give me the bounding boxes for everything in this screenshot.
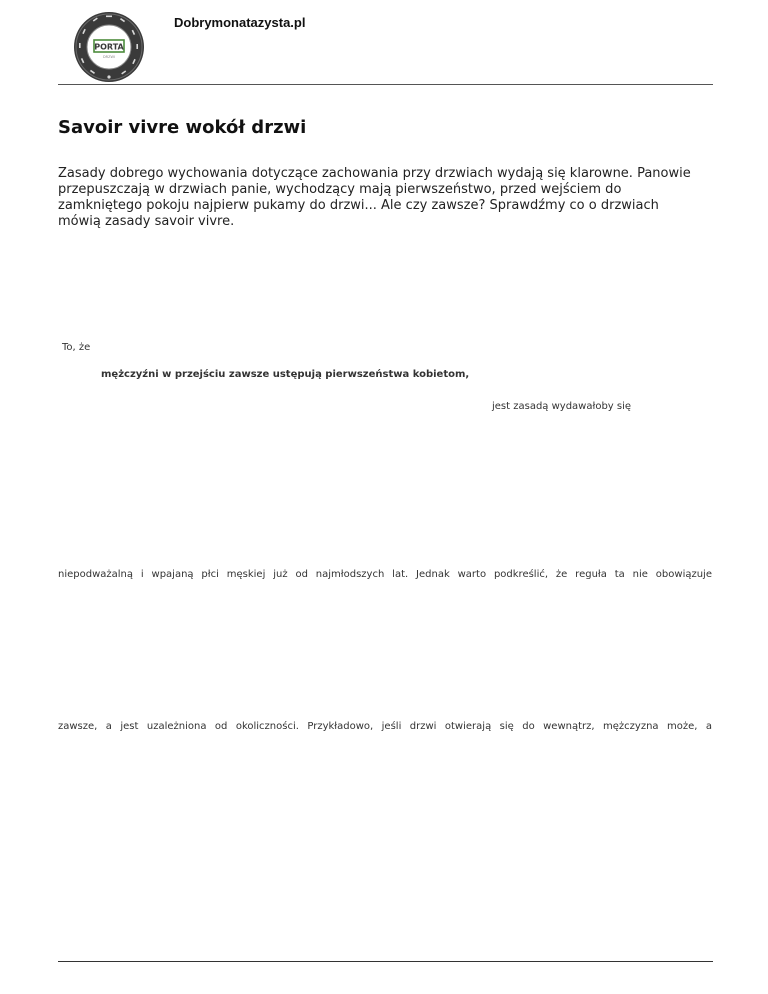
body-line-4: niepodważalną i wpajaną płci męskiej już od najmłodszych lat. Jednak warto podkreślić, że reguła ta nie obowiązuje — [58, 569, 712, 580]
article-title: Savoir vivre wokół drzwi — [58, 117, 307, 138]
body-fragment-1: To, że — [62, 342, 91, 353]
svg-text:PORTA: PORTA — [94, 42, 124, 52]
footer-divider — [58, 961, 713, 962]
logo-seal — [73, 11, 145, 83]
body-fragment-2: mężczyźni w przejściu zawsze ustępują pierwszeństwa kobietom, — [101, 369, 470, 380]
header-divider — [58, 84, 713, 85]
svg-text:DRZWI: DRZWI — [102, 55, 116, 59]
article-intro: Zasady dobrego wychowania dotyczące zachowania przy drzwiach wydają się klarowne. Panowie przepuszczają w drzwiach panie, wychodzący mają pierwszeństwo, przed wejściem do zamkniętego pokoju najpierw pukamy do drzwi... Ale czy zawsze? Sprawdźmy co o drzwiach mówią zasady savoir vivre. — [58, 166, 691, 229]
site-name: Dobrymonatazysta.pl — [174, 15, 306, 30]
body-line-5: zawsze, a jest uzależniona od okoliczności. Przykładowo, jeśli drzwi otwierają się do wewnątrz, mężczyzna może, a — [58, 721, 712, 732]
company-logo — [73, 11, 145, 83]
body-fragment-3: jest zasadą wydawałoby się — [492, 401, 632, 412]
